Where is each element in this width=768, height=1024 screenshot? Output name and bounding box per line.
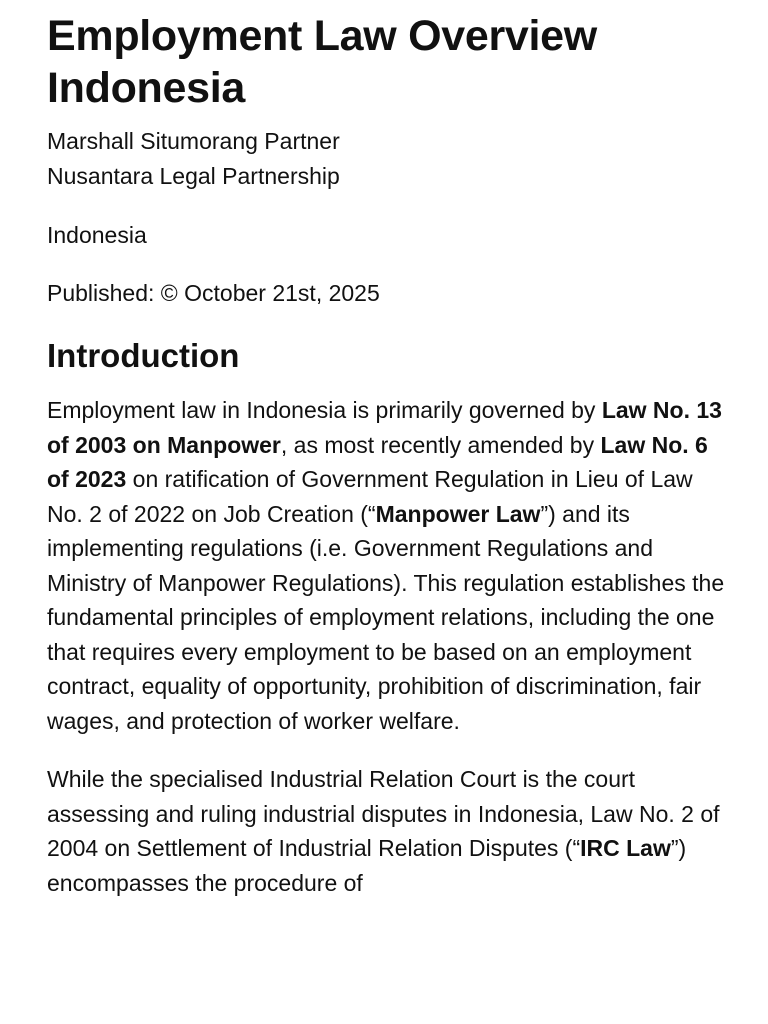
section-heading-introduction: Introduction: [47, 337, 240, 374]
intro-paragraph-2: [47, 762, 728, 900]
intro-paragraph-1: [47, 393, 728, 738]
country-label: Indonesia: [47, 222, 147, 248]
text-run: Employment law in Indonesia is primarily governed by: [47, 397, 602, 423]
firm-name: Nusantara Legal Partnership: [47, 163, 340, 189]
bold-defined-term: Manpower Law: [375, 500, 541, 527]
author-name: Marshall Situmorang Partner: [47, 128, 340, 154]
text-run: While the specialised Industrial Relation Court is the court assessing and ruling industrial disputes in Indonesia, Law No. 2 of 2004 on Settlement of Industrial Relation Disputes (“: [47, 766, 720, 861]
text-run: , as most recently amended by: [280, 431, 601, 458]
bold-defined-term: IRC Law: [580, 835, 671, 861]
text-run: ”) and its implementing regulations (i.e. Government Regulations and Ministry of Manpower Regulations). This regulation establishes the fundamental principles of employment relations, including the one that requires every employment to be based on an employment contract, equality of opportunity, prohibition of discrimination, fair wages, and protection of worker welfare.: [47, 500, 725, 734]
text-run: ”) encompasses the procedure of: [47, 835, 687, 896]
document-title: Employment Law Overview Indonesia: [47, 12, 597, 112]
bold-law-reference: Law No. 13 of 2003 on Manpower: [47, 397, 722, 458]
bold-law-reference: Law No. 6 of 2023: [47, 431, 708, 492]
published-date: Published: © October 21st, 2025: [47, 280, 380, 306]
text-run: on ratification of Government Regulation in Lieu of Law No. 2 of 2022 on Job Creation (“: [47, 466, 693, 527]
